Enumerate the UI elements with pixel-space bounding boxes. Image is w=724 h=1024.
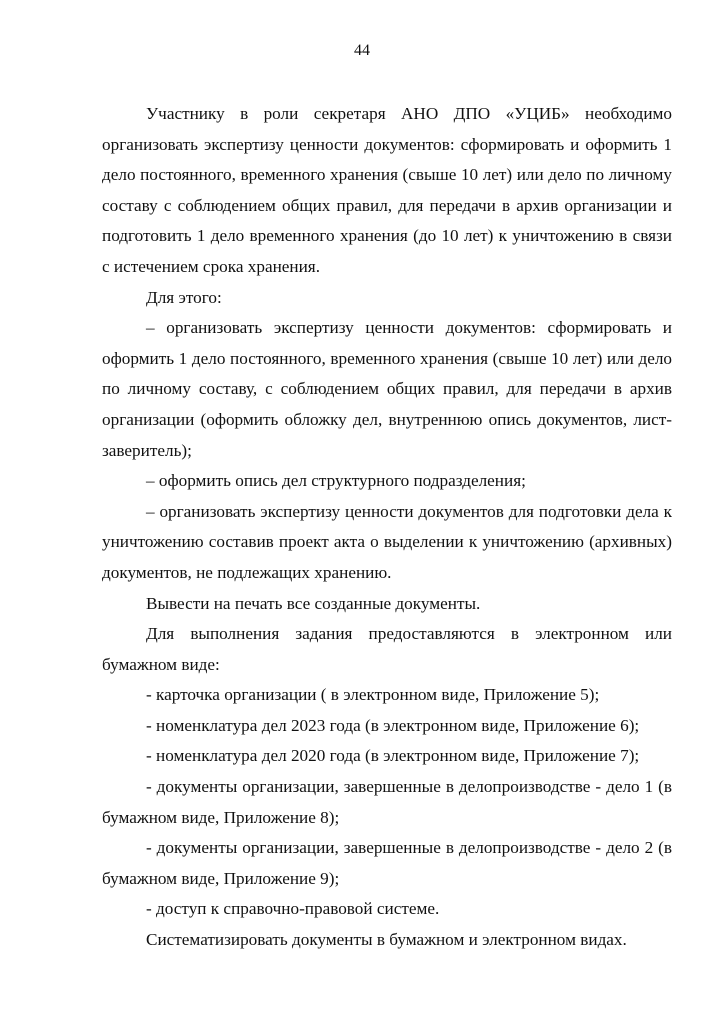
list-item-nomenclature-2023: - номенклатура дел 2023 года (в электронном виде, Приложение 6); — [146, 715, 640, 735]
paragraph-print: Вывести на печать все созданные документы. — [146, 593, 481, 613]
paragraph-inventory: – оформить опись дел структурного подразделения; — [146, 471, 526, 491]
paragraph-destruction-act: – организовать экспертизу ценности документов для подготовки дела к уничтожению составив проект акта о выделении к уничтожению (архивных) документов, не подлежащих хранению. — [102, 501, 672, 582]
paragraph-systematize: Систематизировать документы в бумажном и электронном видах. — [146, 930, 627, 950]
list-item-case-1: - документы организации, завершенные в делопроизводстве - дело 1 (в бумажном виде, Приложение 8); — [102, 777, 672, 827]
paragraph-task-intro: Участнику в роли секретаря АНО ДПО «УЦИБ» необходимо организовать экспертизу ценности документов: сформировать и оформить 1 дело постоянного, временного хранения (свыше 10 лет) или дело по личному составу с соблюдением общих правил, для передачи в архив организации и подготовить 1 дело временного хранения (до 10 лет) к уничтожению в связи с истечением срока хранения. — [102, 104, 672, 276]
paragraph-for-this: Для этого: — [146, 287, 222, 307]
list-item-legal-system: - доступ к справочно-правовой системе. — [146, 899, 440, 919]
page-number: 44 — [354, 42, 370, 59]
list-item-nomenclature-2020: - номенклатура дел 2020 года (в электронном виде, Приложение 7); — [146, 746, 640, 766]
list-item-org-card: - карточка организации ( в электронном виде, Приложение 5); — [146, 685, 600, 705]
paragraph-organize-expertise: – организовать экспертизу ценности документов: сформировать и оформить 1 дело постоянного, временного хранения (свыше 10 лет) или дело по личному составу, с соблюдением общих правил, для передачи в архив организации (оформить обложку дел, внутреннюю опись документов, лист-заверитель); — [102, 318, 672, 460]
paragraph-materials-intro: Для выполнения задания предоставляются в электронном или бумажном виде: — [102, 624, 672, 674]
document-body — [102, 99, 672, 956]
list-item-case-2: - документы организации, завершенные в делопроизводстве - дело 2 (в бумажном виде, Приложение 9); — [102, 838, 672, 888]
